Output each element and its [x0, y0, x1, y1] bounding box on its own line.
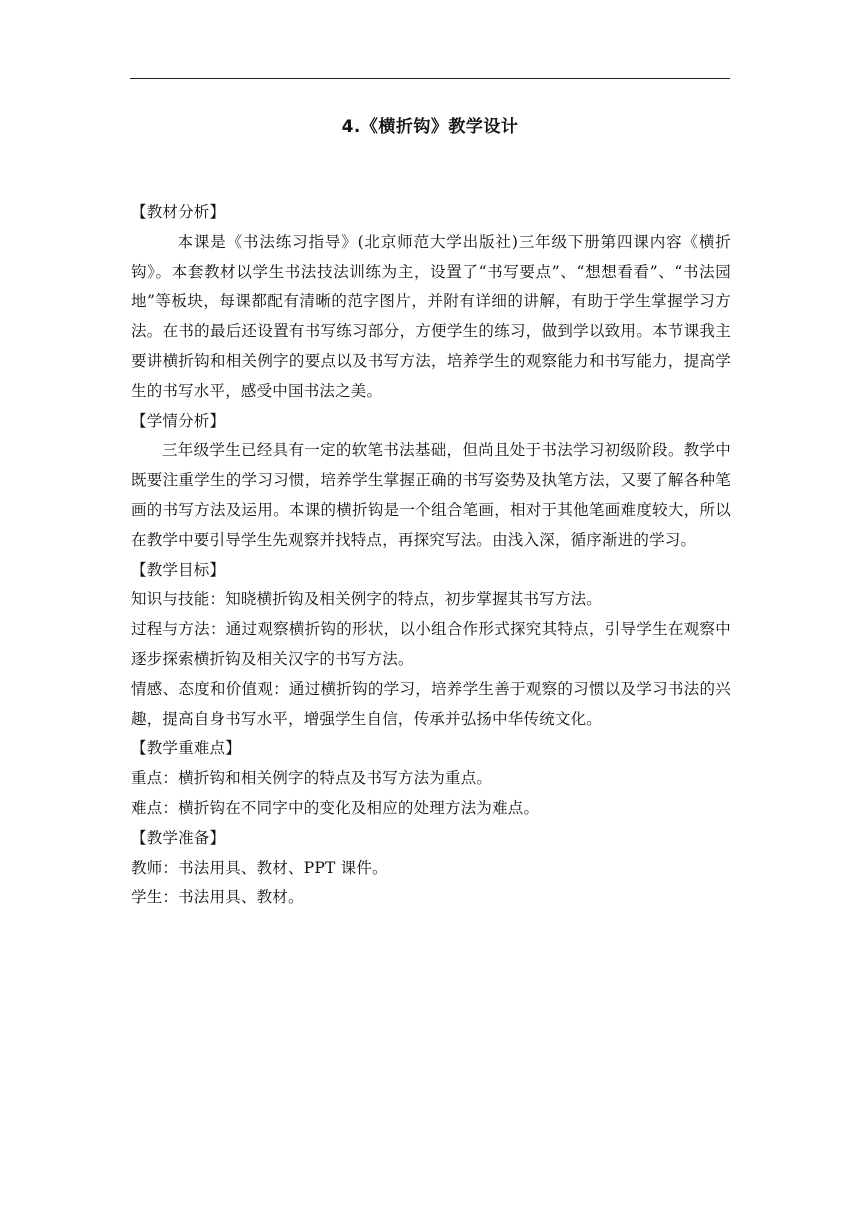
header-rule: [130, 78, 730, 79]
preparation-teacher: 教师：书法用具、教材、PPT 课件。: [131, 858, 388, 877]
section-heading-teaching-preparation: 【教学准备】: [131, 828, 226, 847]
section-heading-student-analysis: 【学情分析】: [131, 411, 226, 430]
key-point: 重点：横折钩和相关例字的特点及书写方法为重点。: [131, 769, 493, 788]
goal-process-methods: 过程与方法：通过观察横折钩的形状，以小组合作形式探究其特点，引导学生在观察中逐步探索横折钩及相关汉字的书写方法。: [131, 620, 731, 668]
section-heading-textbook-analysis: 【教材分析】: [131, 203, 226, 221]
preparation-student: 学生：书法用具、教材。: [131, 888, 304, 907]
document-body: [131, 198, 731, 913]
paragraph-textbook-analysis: 本课是《书法练习指导》(北京师范大学出版社)三年级下册第四课内容《横折钩》。本套教材以学生书法技法训练为主，设置了“书写要点”、“想想看看”、“书法园地”等板块，每课都配有清晰的范字图片，并附有详细的讲解，有助于学生掌握学习方法。在书的最后还设置有书写练习部分，方便学生的练习，做到学以致用。本节课我主要讲横折钩和相关例字的要点以及书写方法，培养学生的观察能力和书写能力，提高学生的书写水平，感受中国书法之美。: [131, 232, 731, 400]
goal-knowledge-skills: 知识与技能：知晓横折钩及相关例字的特点，初步掌握其书写方法。: [131, 590, 603, 609]
goal-emotion-values: 情感、态度和价值观：通过横折钩的学习，培养学生善于观察的习惯以及学习书法的兴趣，提高自身书写水平，增强学生自信，传承并弘扬中华传统文化。: [131, 679, 731, 728]
document-title: 4.《横折钩》教学设计: [341, 117, 519, 137]
section-heading-teaching-goals: 【教学目标】: [131, 560, 226, 579]
difficult-point: 难点：横折钩在不同字中的变化及相应的处理方法为难点。: [131, 798, 540, 817]
paragraph-student-analysis: 三年级学生已经具有一定的软笔书法基础，但尚且处于书法学习初级阶段。教学中既要注重学生的学习习惯，培养学生掌握正确的书写姿势及执笔方法，又要了解各种笔画的书写方法及运用。本课的横折钩是一个组合笔画，相对于其他笔画难度较大，所以在教学中要引导学生先观察并找特点，再探究写法。由浅入深，循序渐进的学习。: [131, 441, 731, 549]
section-heading-key-difficult-points: 【教学重难点】: [131, 739, 241, 758]
